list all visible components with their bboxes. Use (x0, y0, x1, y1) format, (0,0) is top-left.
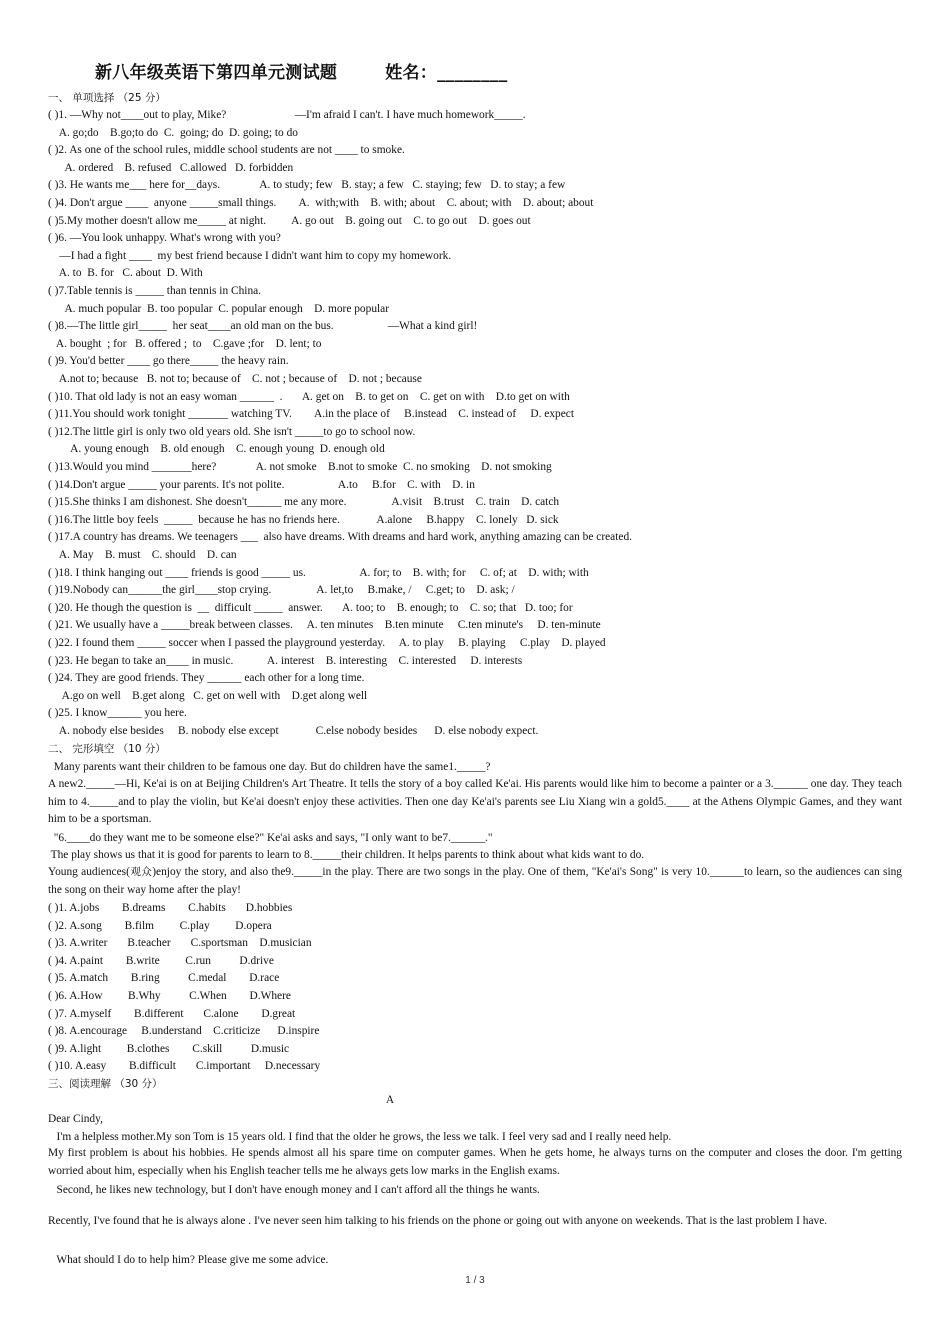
question-line: ( )22. I found them _____ soccer when I passed the playground yesterday. A. to play B. playing C.play D. played (48, 637, 606, 649)
question-line: A. ordered B. refused C.allowed D. forbidden (48, 161, 294, 174)
question-line: A. young enough B. old enough C. enough young D. enough old (48, 443, 385, 456)
cloze-paragraph-1: Many parents want their children to be famous one day. But do children have the same1._____? (48, 761, 491, 773)
page-number: 1 / 3 (465, 1275, 485, 1286)
question-line: ( )2. As one of the school rules, middle school students are not ____ to smoke. (48, 144, 405, 157)
section2-heading: 二、 完形填空 （10 分） (48, 743, 166, 755)
question-line: ( )24. They are good friends. They ______ each other for a long time. (48, 672, 365, 685)
question-line: A. much popular B. too popular C. popular enough D. more popular (48, 302, 390, 315)
letter-paragraph-4: Recently, I've found that he is always alone . I've never seen him talking to his friends on the phone or going out with anyone on weekends. That is the last problem I have. (48, 1215, 828, 1227)
question-line: ( )8.—The little girl_____ her seat____an old man on the bus. —What a kind girl! (48, 320, 478, 333)
question-line: ( )17.A country has dreams. We teenagers ___ also have dreams. With dreams and hard work, anything amazing can be created. (48, 531, 632, 544)
name-label: 姓名：________ (385, 63, 508, 83)
cloze-option-line: ( )3. A.writer B.teacher C.sportsman D.musician (48, 937, 312, 950)
question-line: ( )10. That old lady is not an easy woman ______ . A. get on B. to get on C. get on with D.to get on with (48, 390, 570, 403)
question-line: ( )14.Don't argue _____ your parents. It's not polite. A.to B.for C. with D. in (48, 478, 475, 491)
cloze-option-line: ( )2. A.song B.film C.play D.opera (48, 919, 272, 932)
cloze-option-line: ( )9. A.light B.clothes C.skill D.music (48, 1042, 290, 1055)
question-line: ( )21. We usually have a _____break between classes. A. ten minutes B.ten minute C.ten minute's D. ten-minute (48, 619, 601, 632)
para5-end: )enjoy the story, and also the9._____in the play. There are two songs in the play. One of them, "Ke'ai's Song" is very 10.______to learn, so the audiences can sing the song on their way home after the play! (48, 866, 902, 896)
title-text: 新八年级英语下第四单元测试题 (95, 63, 338, 83)
question-line: A. nobody else besides B. nobody else except C.else nobody besides D. else nobody expect. (48, 725, 539, 737)
question-line: ( )19.Nobody can______the girl____stop crying. A. let,to B.make, / C.get; to D. ask; / (48, 584, 515, 597)
question-line: ( )20. He though the question is __ difficult _____ answer. A. too; to B. enough; to C. so; that D. too; for (48, 601, 573, 614)
question-line: ( )9. You'd better ____ go there_____ the heavy rain. (48, 355, 289, 368)
cloze-paragraph-4: The play shows us that it is good for parents to learn to 8._____their children. It helps parents to think about what kids want to do. (48, 849, 645, 861)
question-line: A. bought ; for B. offered ; to C.gave ;for D. lent; to (48, 337, 322, 350)
cloze-option-line: ( )8. A.encourage B.understand C.criticize D.inspire (48, 1025, 320, 1038)
cloze-option-line: ( )5. A.match B.ring C.medal D.race (48, 972, 280, 985)
question-line: ( )15.She thinks I am dishonest. She doesn't______ me any more. A.visit B.trust C. train D. catch (48, 496, 560, 509)
question-line: A. go;do B.go;to do C. going; do D. going; to do (48, 126, 298, 139)
test-title (95, 58, 508, 83)
letter-paragraph-5: What should I do to help him? Please give me some advice. (48, 1254, 329, 1266)
cloze-paragraph-2: A new2._____—Hi, Ke'ai is on at Beijing Children's Art Theatre. It tells the story of a boy called Ke'ai. His parents would like him to become a painter or a 3.______ one day. They teach him to 4._____and to play the violin, but Ke'ai doesn't enjoy these activities. Then one day Ke'ai's parents see Liu Xiang win a gold5.____ at the Athens Olympic Games, and they want him to be a sportsman. (48, 778, 902, 825)
cloze-option-line: ( )7. A.myself B.different C.alone D.great (48, 1007, 296, 1020)
cloze-paragraph-5 (48, 864, 902, 899)
question-line: A. May B. must C. should D. can (48, 549, 237, 561)
letter-paragraph-3: Second, he likes new technology, but I don't have enough money and I can't afford all the things he wants. (48, 1184, 540, 1196)
question-line: ( )5.My mother doesn't allow me_____ at night. A. go out B. going out C. to go out D. goes out (48, 214, 531, 227)
question-line: ( )11.You should work tonight _______ watching TV. A.in the place of B.instead C. instead of D. expect (48, 408, 575, 421)
question-line: A. to B. for C. about D. With (48, 267, 203, 280)
letter-paragraph-2: My first problem is about his hobbies. He spends almost all his spare time on computer games. When he gets home, he always turns on the computer and closes the door. I'm getting worried about him, especially when his English teacher tells me he always gets low marks in the English exams. (48, 1147, 902, 1177)
para5-cjk-word: 观众 (129, 866, 153, 878)
question-line: A.not to; because B. not to; because of C. not ; because of D. not ; because (48, 373, 422, 385)
question-line: A.go on well B.get along C. get on well with D.get along well (48, 689, 368, 702)
passage-label: A (385, 1094, 395, 1106)
question-line: ( )7.Table tennis is _____ than tennis in China. (48, 285, 262, 297)
question-line: ( )18. I think hanging out ____ friends is good _____ us. A. for; to B. with; for C. of; at D. with; with (48, 566, 589, 579)
cloze-option-line: ( )4. A.paint B.write C.run D.drive (48, 954, 274, 967)
question-line: ( )6. —You look unhappy. What's wrong with you? (48, 232, 281, 245)
question-line: ( )25. I know______ you here. (48, 707, 187, 720)
question-line: ( )4. Don't argue ____ anyone _____small things. A. with;with B. with; about C. about; with D. about; about (48, 197, 594, 209)
question-line: ( )16.The little boy feels _____ because he has no friends here. A.alone B.happy C. lonely D. sick (48, 513, 559, 526)
question-line: ( )3. He wants me___ here for__days. A. to study; few B. stay; a few C. staying; few D. to stay; a few (48, 179, 566, 192)
question-line: ( )13.Would you mind _______here? A. not smoke B.not to smoke C. no smoking D. not smoking (48, 461, 552, 473)
question-line: ( )12.The little girl is only two old years old. She isn't _____to go to school now. (48, 425, 416, 438)
cloze-option-line: ( )1. A.jobs B.dreams C.habits D.hobbies (48, 902, 293, 914)
letter-salutation: Dear Cindy, (48, 1113, 103, 1125)
para5-start: Young audiences( (48, 866, 130, 878)
section1-heading: 一、 单项选择 （25 分） (48, 92, 166, 104)
question-line: ( )1. —Why not____out to play, Mike? —I'm afraid I can't. I have much homework_____. (48, 109, 526, 121)
cloze-option-line: ( )10. A.easy B.difficult C.important D.necessary (48, 1060, 321, 1073)
question-line: ( )23. He began to take an____ in music. A. interest B. interesting C. interested D. interests (48, 654, 523, 667)
cloze-option-line: ( )6. A.How B.Why C.When D.Where (48, 990, 291, 1002)
question-line: —I had a fight ____ my best friend because I didn't want him to copy my homework. (48, 249, 452, 262)
cloze-paragraph-3: "6.____do they want me to be someone else?" Ke'ai asks and says, "I only want to be7.______." (48, 832, 493, 844)
letter-paragraph-1: I'm a helpless mother.My son Tom is 15 years old. I find that the older he grows, the less we talk. I feel very sad and I really need help. (48, 1131, 672, 1143)
section3-heading: 三、阅读理解 （30 分） (48, 1078, 163, 1090)
